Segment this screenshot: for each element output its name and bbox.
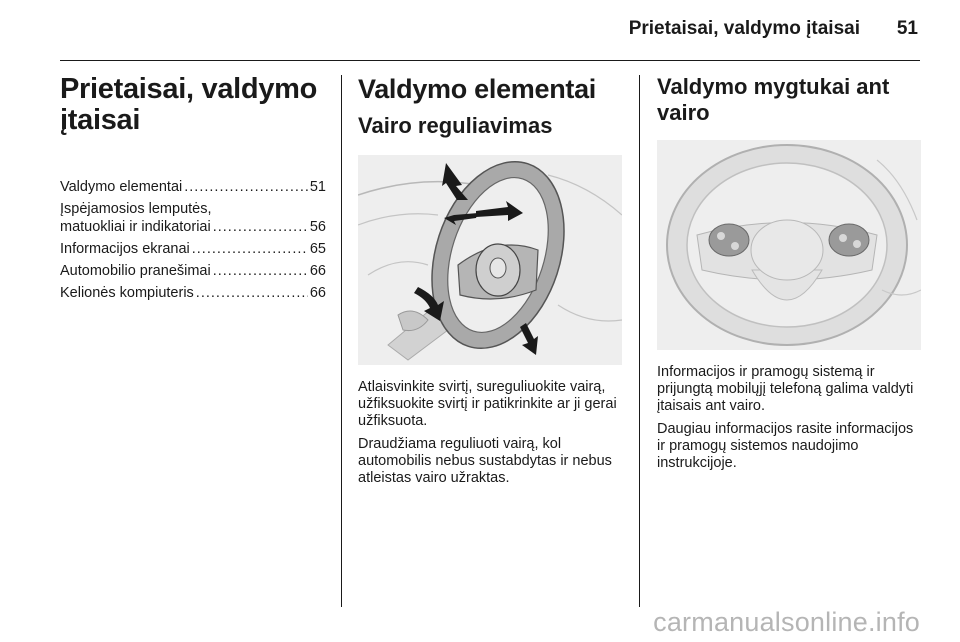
- toc-entry[interactable]: [60, 262, 326, 280]
- steering-controls-illustration: [657, 140, 921, 350]
- subsection-title: Vairo reguliavimas: [358, 113, 553, 138]
- toc-leader: [213, 218, 308, 236]
- toc-entry[interactable]: [60, 218, 326, 236]
- toc-entry[interactable]: [60, 178, 326, 196]
- header-rule: [60, 60, 920, 61]
- section-title: Valdymo mygtukai ant vairo: [657, 74, 890, 125]
- toc-leader: [184, 178, 308, 196]
- page-number: 51: [896, 18, 918, 39]
- toc-leader: [196, 284, 308, 302]
- toc-leader: [213, 262, 308, 280]
- toc-page: 51: [309, 179, 326, 195]
- chapter-column: [60, 70, 326, 306]
- toc-page: 65: [309, 241, 326, 257]
- toc-leader: [192, 240, 308, 258]
- section-title: Valdymo elementai: [358, 74, 597, 104]
- toc-label: Valdymo elementai: [60, 179, 183, 195]
- table-of-contents: [60, 178, 326, 302]
- controls-column: [358, 70, 622, 487]
- paragraph: Daugiau informacijos rasite informacijos ir pramogų sistemos naudojimo instrukcijoje.: [657, 421, 914, 471]
- toc-label: Informacijos ekranai: [60, 241, 190, 257]
- toc-page: 66: [309, 263, 326, 279]
- paragraph: Atlaisvinkite svirtį, sureguliuokite vairą, užfiksuokite svirtį ir patikrinkite ar ji gerai užfiksuota.: [358, 379, 617, 429]
- column-divider: [341, 75, 342, 607]
- toc-label-line1: Įspėjamosios lemputės,: [60, 201, 212, 217]
- paragraph: Draudžiama reguliuoti vairą, kol automobilis nebus sustabdytas ir nebus atleistas vairo užraktas.: [358, 436, 612, 486]
- page-header-title: Prietaisai, valdymo įtaisai: [628, 18, 860, 39]
- paragraph: Informacijos ir pramogų sistemą ir prijungtą mobilųjį telefoną galima valdyti įtaisais ant vairo.: [657, 364, 914, 414]
- toc-entry[interactable]: [60, 240, 326, 258]
- toc-page: 66: [309, 285, 326, 301]
- toc-label: Automobilio pranešimai: [60, 263, 211, 279]
- toc-page: 56: [309, 219, 326, 235]
- watermark: carmanualsonline.info: [653, 607, 920, 637]
- column-divider: [639, 75, 640, 607]
- chapter-title: Prietaisai, valdymo įtaisai: [60, 73, 318, 136]
- toc-label: matuokliai ir indikatoriai: [60, 219, 211, 235]
- steering-adjust-illustration: [358, 155, 622, 365]
- toc-entry[interactable]: [60, 284, 326, 302]
- toc-label: Kelionės kompiuteris: [60, 285, 194, 301]
- wheel-controls-column: [657, 70, 921, 472]
